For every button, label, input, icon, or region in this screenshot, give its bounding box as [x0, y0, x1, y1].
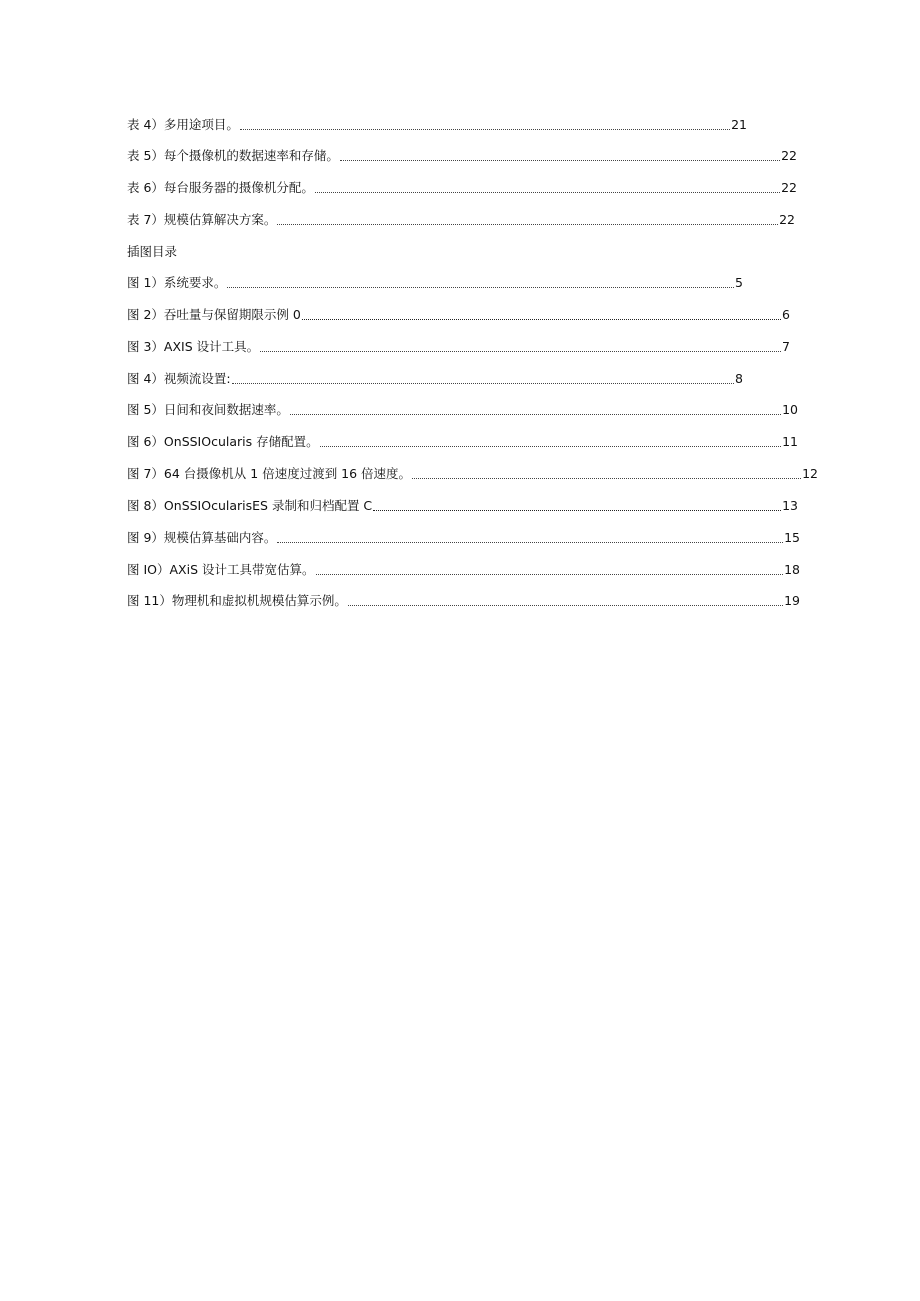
toc-entry-label: 表 5）每个摄像机的数据速率和存储。	[127, 148, 339, 163]
toc-entry-label: 表 4）多用途项目。	[127, 117, 239, 132]
toc-entry-label: 图 IO）AXiS 设计工具带宽估算。	[127, 562, 315, 577]
toc-entry-label: 图 4）视频流设置:	[127, 371, 231, 386]
toc-leader-dots	[290, 414, 781, 415]
toc-entry-page: 8	[735, 371, 743, 386]
toc-entry-page: 19	[784, 593, 800, 608]
toc-leader-dots	[373, 510, 781, 511]
toc-entry-figure-9	[127, 528, 800, 548]
toc-leader-dots	[302, 319, 781, 320]
toc-entry-figure-7	[127, 464, 818, 484]
toc-entry-page: 18	[784, 562, 800, 577]
toc-entry-figure-1	[127, 273, 743, 293]
toc-entry-figure-5	[127, 400, 798, 420]
toc-entry-label: 图 3）AXIS 设计工具。	[127, 339, 260, 354]
toc-entry-label: 图 7）64 台摄像机从 1 倍速度过渡到 16 倍速度。	[127, 466, 412, 481]
toc-entry-page: 6	[782, 307, 790, 322]
toc-entry-page: 22	[781, 148, 797, 163]
toc-entry-page: 21	[731, 117, 747, 132]
toc-entry-figure-10	[127, 560, 800, 580]
toc-entry-figure-8	[127, 496, 798, 516]
toc-entry-page: 15	[784, 530, 800, 545]
toc-entry-page: 11	[782, 434, 798, 449]
toc-entry-figure-2	[127, 305, 790, 325]
toc-leader-dots	[227, 287, 734, 288]
toc-leader-dots	[320, 446, 781, 447]
toc-leader-dots	[340, 160, 780, 161]
toc-entry-label: 表 7）规模估算解决方案。	[127, 212, 277, 227]
toc-entry-page: 10	[782, 402, 798, 417]
toc-entry-label: 图 11）物理机和虚拟机规模估算示例。	[127, 593, 347, 608]
toc-leader-dots	[412, 478, 801, 479]
toc-entry-page: 22	[779, 212, 795, 227]
toc-leader-dots	[260, 351, 781, 352]
figures-list-heading: 插图目录	[127, 244, 178, 259]
toc-entry-figure-4	[127, 369, 743, 389]
toc-entry-figure-6	[127, 432, 798, 452]
toc-entry-label: 图 2）吞吐量与保留期限示例 0	[127, 307, 301, 322]
toc-entry-table-5	[127, 146, 797, 166]
toc-leader-dots	[240, 129, 730, 130]
toc-entry-label: 图 5）日间和夜间数据速率。	[127, 402, 289, 417]
toc-entry-label: 图 6）OnSSIOcularis 存储配置。	[127, 434, 319, 449]
toc-entry-label: 图 1）系统要求。	[127, 275, 227, 290]
toc-entry-page: 22	[781, 180, 797, 195]
toc-leader-dots	[232, 383, 734, 384]
toc-leader-dots	[315, 192, 780, 193]
toc-entry-page: 12	[802, 466, 818, 481]
toc-leader-dots	[348, 605, 783, 606]
toc-entry-table-7	[127, 210, 795, 230]
toc-entry-table-4	[127, 115, 747, 135]
toc-entry-label: 图 8）OnSSIOcularisES 录制和归档配置 C	[127, 498, 373, 513]
toc-entry-figure-11	[127, 591, 800, 611]
toc-leader-dots	[316, 574, 784, 575]
toc-entry-label: 表 6）每台服务器的摄像机分配。	[127, 180, 314, 195]
toc-entry-page: 7	[782, 339, 790, 354]
toc-entry-page: 5	[735, 275, 743, 290]
toc-entry-figure-3	[127, 337, 790, 357]
toc-entry-page: 13	[782, 498, 798, 513]
toc-leader-dots	[277, 224, 778, 225]
toc-leader-dots	[277, 542, 783, 543]
toc-entry-table-6	[127, 178, 797, 198]
toc-entry-label: 图 9）规模估算基础内容。	[127, 530, 277, 545]
